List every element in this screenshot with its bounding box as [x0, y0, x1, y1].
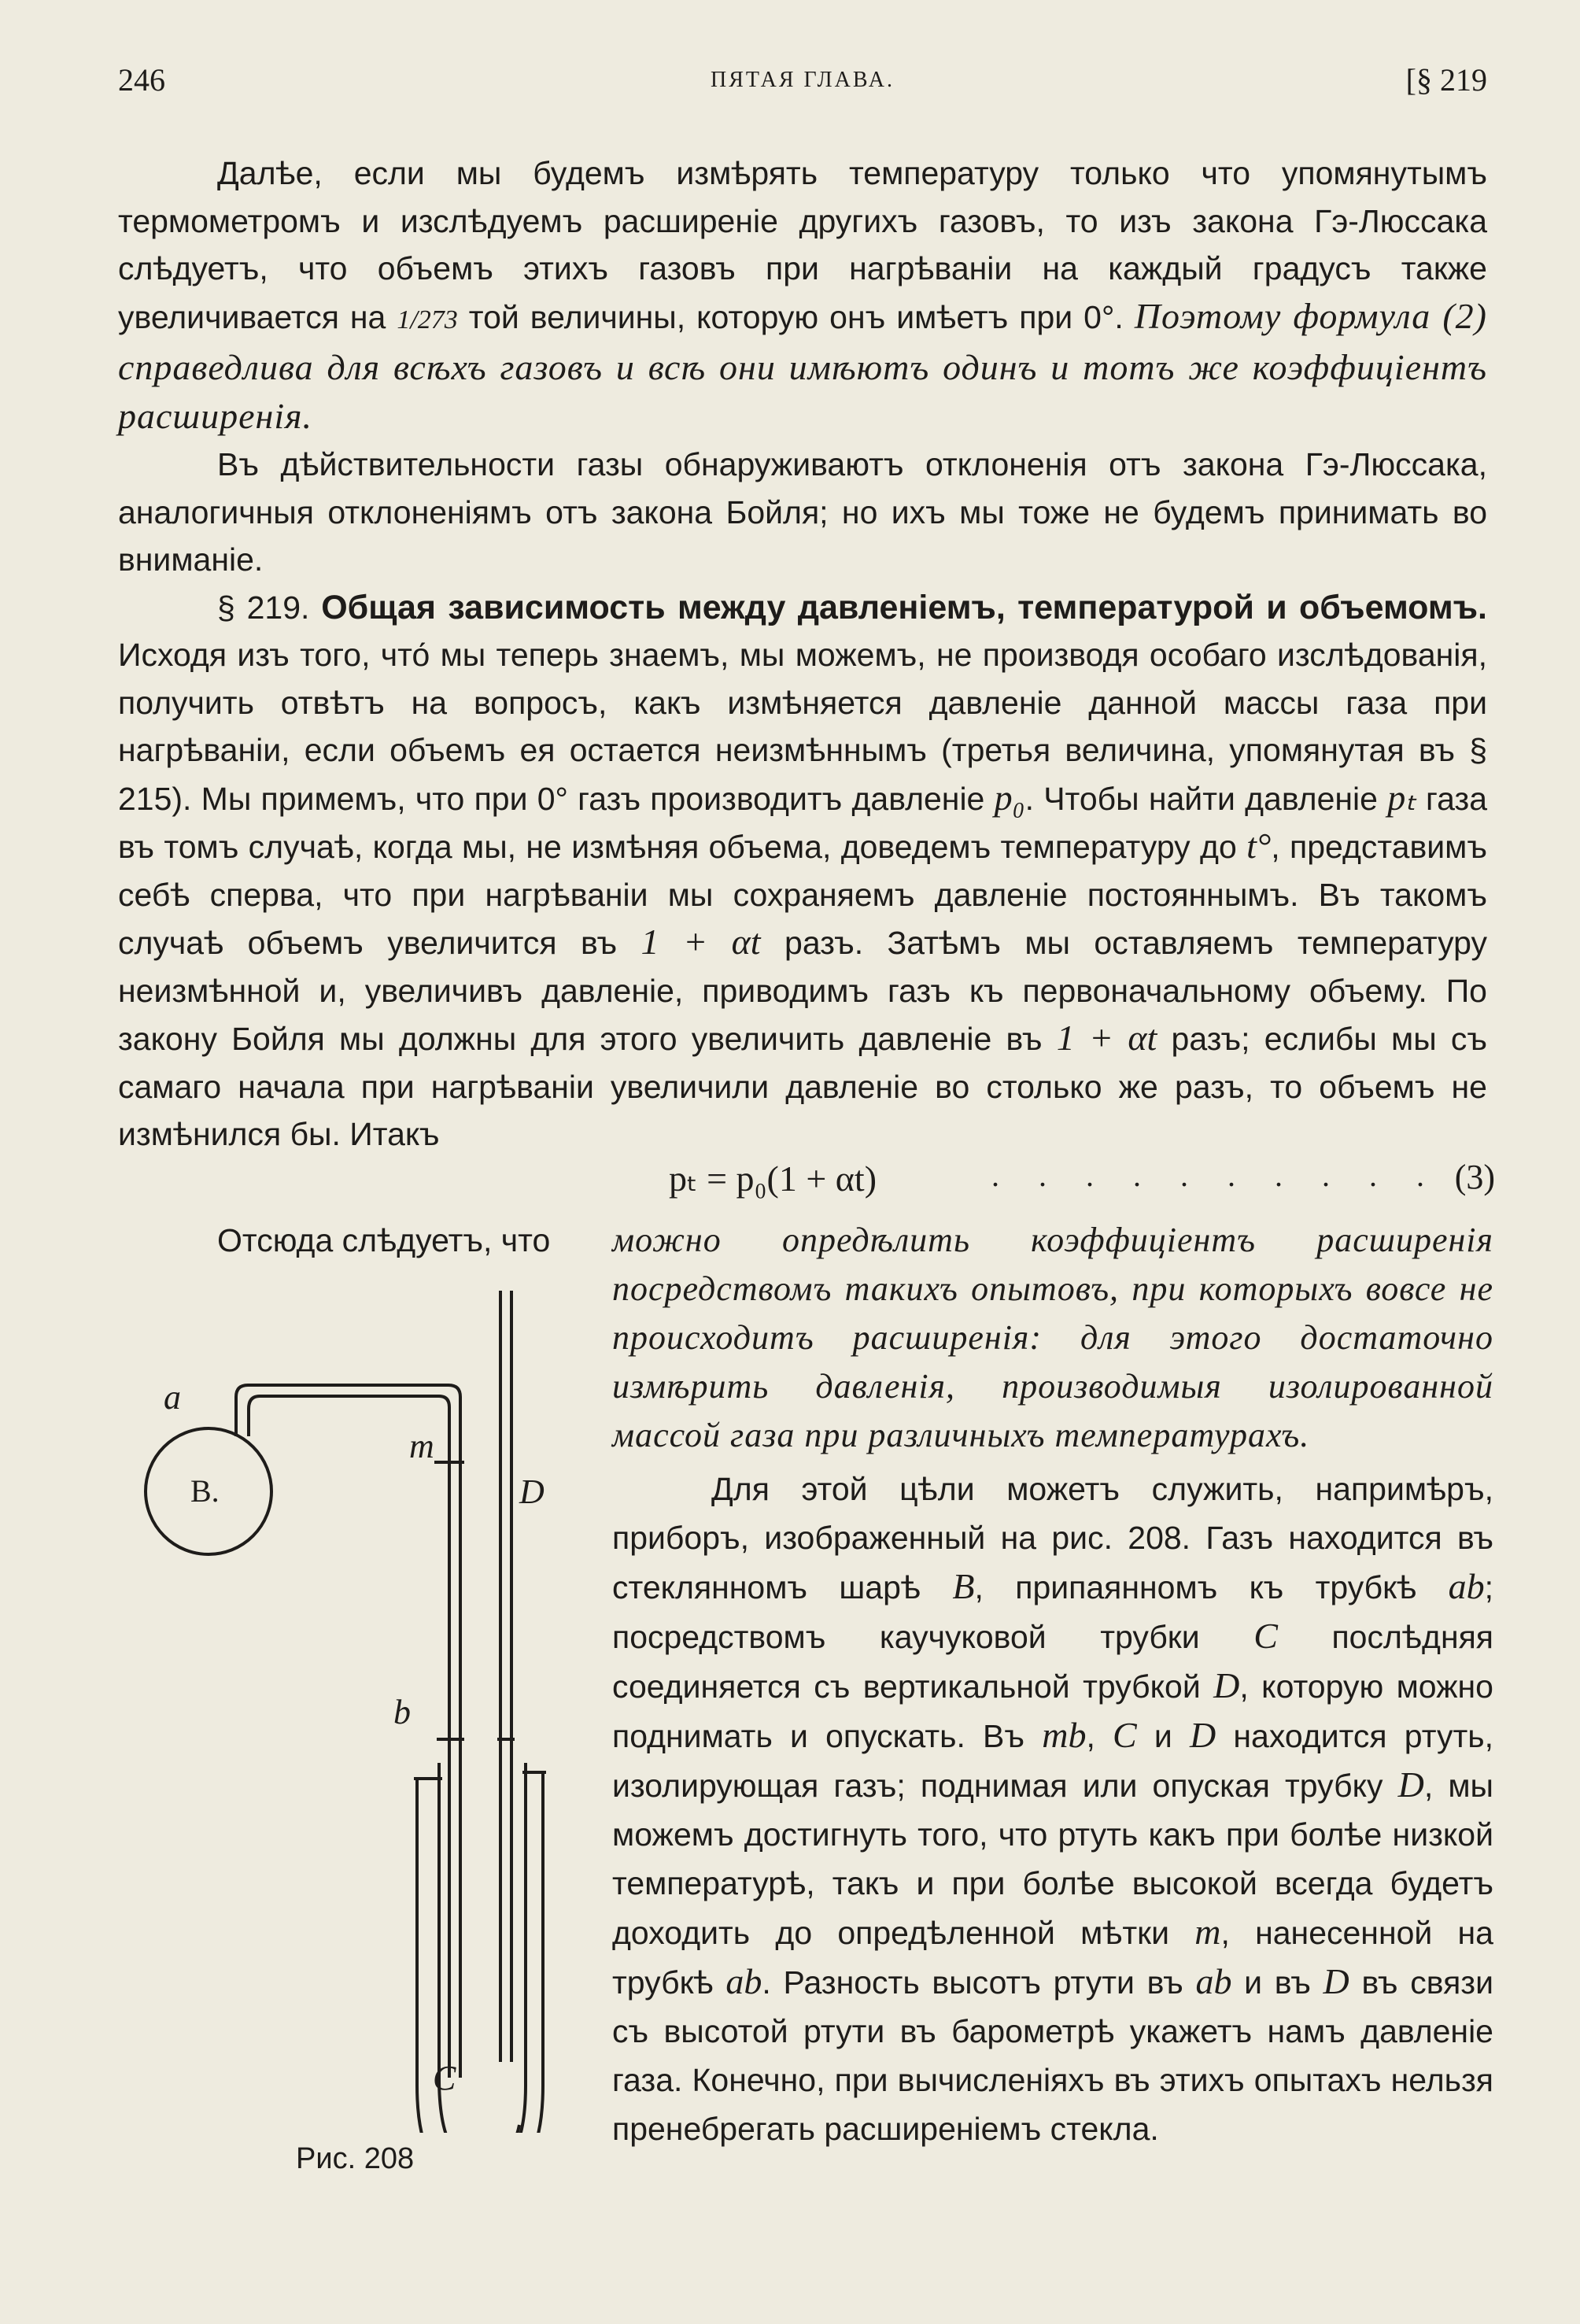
equation-number: (3) [1454, 1158, 1495, 1196]
paragraph-gay-lussac: Далѣе, если мы будемъ измѣрять температуру только что упомянутымъ термометромъ и изслѣдуемъ расширеніе другихъ газовъ, то изъ закона Гэ-Люссака слѣдуетъ, что объемъ этихъ газовъ при нагрѣваніи на каждый градусъ также увеличивается на 1/273 той величины, которую онъ имѣетъ при 0°. Поэтому формула (2) справедлива для всѣхъ газовъ и всѣ они имѣютъ одинъ и тотъ же коэффиціентъ расширенія. [118, 155, 1487, 436]
label-a: a [164, 1378, 181, 1417]
rubber-tube-c-inner [480, 1763, 526, 2133]
page-number: 246 [118, 62, 165, 98]
paragraph-apparatus: Для этой цѣли можетъ служить, напримѣръ, приборъ, изображенный на рис. 208. Газъ находится въ стеклянномъ шарѣ B, припаянномъ къ трубкѣ ab; посредствомъ каучуковой трубки C послѣдняя соединяется съ вертикальной трубкой D, которую можно поднимать и опускать. Въ mb, C и D находится ртуть, изолирующая газъ; поднимая или опуская трубку D, мы можемъ достигнуть того, что ртуть какъ при болѣе низкой температурѣ, такъ и при болѣе высокой всегда будетъ доходить до опредѣленной мѣтки m, нанесенной на трубкѣ ab. Разность высотъ ртути въ ab и въ D въ связи съ высотой ртути въ барометрѣ укажетъ намъ давленіе газа. Конечно, при вычисленіяхъ въ этихъ опытахъ нельзя пренебрегать расширеніемъ стекла. [612, 1471, 1493, 2147]
paragraph-section-219: § 219. Общая зависимость между давленіемъ, температурой и объемомъ. Исходя изъ того, что́ мы теперь знаемъ, мы можемъ, не производя особаго изслѣдованія, получить отвѣтъ на вопросъ, какъ измѣняется давленіе данной массы газа при нагрѣваніи, если объемъ ея остается неизмѣннымъ (третья величина, упомянутая въ § 215). Мы примемъ, что при 0° газъ производитъ давленіе p₀. Чтобы найти давленіе pₜ газа въ томъ случаѣ, когда мы, не измѣняя объема, доведемъ температуру до t°, представимъ себѣ сперва, что при нагрѣваніи мы сохраняемъ давленіе постояннымъ. Въ такомъ случаѣ объемъ увеличится въ 1 + αt разъ. Затѣмъ мы оставляемъ температуру неизмѣнной и, увеличивъ давленіе, приводимъ газъ къ первоначальному объему. По закону Бойля мы должны для этого увеличить давленіе въ 1 + αt разъ; еслибы мы съ самаго начала при нагрѣваніи увеличили давленіе во столько же разъ, то объемъ не измѣнился бы. Итакъ [118, 588, 1488, 1152]
italic-method: можно опредѣлить коэффиціентъ расширенія посредствомъ такихъ опытовъ, при которыхъ вовсе не происходитъ расширенія: для этого достаточно измѣрить давленія, производимыя изолированной массой газа при различныхъ температурахъ. [612, 1221, 1493, 1454]
page-header [118, 61, 1487, 109]
main-text-top [118, 150, 1487, 1158]
tube-ab-outer [236, 1385, 460, 2078]
chapter-title: ПЯТАЯ ГЛАВА. [711, 68, 895, 92]
right-column-text [612, 1216, 1493, 2153]
equation-leader-dots: . . . . . . . . . . [991, 1158, 1440, 1193]
section-ref: [§ 219 [1405, 62, 1487, 98]
apparatus-figure [118, 1291, 606, 2133]
paragraph-deviations: Въ дѣйствительности газы обнаруживаютъ отклоненія отъ закона Гэ-Люссака, аналогичныя отклоненіямъ отъ закона Бойля; но ихъ мы тоже не будемъ принимать во вниманіе. [118, 446, 1487, 578]
fraction: 1/273 [397, 305, 458, 334]
equation-formula: pₜ = p₀(1 + αt) [669, 1158, 877, 1199]
tube-ab-inner [249, 1396, 449, 2078]
section-heading: Общая зависимость между давленіемъ, температурой и объемомъ. [321, 588, 1487, 626]
figure-caption: Рис. 208 [296, 2142, 415, 2175]
section-number: § 219. [217, 589, 310, 626]
label-m: m [409, 1427, 434, 1465]
italic-conclusion: Поэтому формула (2) справедлива для всѣхъ газовъ и всѣ они имѣютъ одинъ и тотъ же коэффиціентъ расширенія. [118, 295, 1487, 436]
label-b: b [393, 1693, 411, 1731]
conclusion-lead: Отсюда слѣдуетъ, что [217, 1222, 551, 1258]
label-b-bulb: B. [190, 1473, 220, 1509]
label-c: C [433, 2059, 456, 2097]
label-d: D [519, 1472, 545, 1511]
